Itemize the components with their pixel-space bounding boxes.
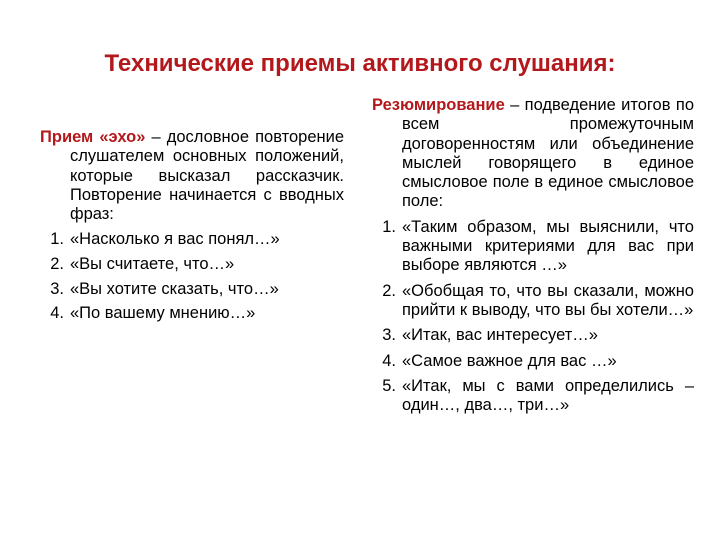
echo-term: Прием «эхо» bbox=[40, 128, 146, 146]
summary-definition: – подведение итогов по всем промежуточным договоренностям или объединение мыслей говорящего в единое смысловое поле в единое смысловое поле: bbox=[402, 96, 694, 211]
list-item-text: «Вы считаете, что…» bbox=[70, 254, 235, 273]
summary-term: Резюмирование bbox=[372, 96, 505, 114]
list-item-text: «Обобщая то, что вы сказали, можно прийти к выводу, что вы бы хотели…» bbox=[402, 281, 694, 319]
list-item-text: «Итак, вас интересует…» bbox=[402, 326, 598, 345]
list-item-text: «Самое важное для вас …» bbox=[402, 351, 617, 370]
list-item-text: «Насколько я вас понял…» bbox=[70, 229, 280, 248]
list-item-number: 4. bbox=[382, 351, 396, 370]
list-item bbox=[40, 280, 344, 299]
list-item bbox=[372, 326, 694, 345]
list-item-number: 2. bbox=[50, 254, 64, 273]
list-item bbox=[40, 230, 344, 249]
list-item-text: «По вашему мнению…» bbox=[70, 304, 256, 323]
echo-phrase-list bbox=[40, 230, 344, 324]
list-item-text: «Вы хотите сказать, что…» bbox=[70, 279, 279, 298]
slide-title: Технические приемы активного слушания: bbox=[104, 50, 616, 77]
summary-intro bbox=[372, 96, 694, 212]
echo-technique-column bbox=[40, 128, 344, 324]
list-item bbox=[372, 377, 694, 416]
list-item bbox=[40, 255, 344, 274]
summary-technique-column bbox=[372, 96, 694, 415]
list-item-number: 2. bbox=[382, 281, 396, 300]
list-item bbox=[372, 218, 694, 276]
list-item-number: 1. bbox=[50, 229, 64, 248]
summary-phrase-list bbox=[372, 218, 694, 416]
list-item-number: 5. bbox=[382, 376, 396, 395]
echo-intro bbox=[40, 128, 344, 224]
list-item-number: 4. bbox=[50, 304, 64, 323]
list-item bbox=[372, 352, 694, 371]
echo-definition: – дословное повторение слушателем основных положений, которые высказал рассказчик. Повторение начинается с вводных фраз: bbox=[70, 128, 344, 224]
list-item-text: «Таким образом, мы выяснили, что важными критериями для вас при выборе являются …» bbox=[402, 217, 694, 275]
list-item-number: 3. bbox=[50, 279, 64, 298]
list-item-number: 1. bbox=[382, 217, 396, 236]
list-item-text: «Итак, мы с вами определились – один…, два…, три…» bbox=[402, 376, 694, 415]
list-item bbox=[40, 304, 344, 323]
list-item-number: 3. bbox=[382, 326, 396, 345]
list-item bbox=[372, 282, 694, 321]
